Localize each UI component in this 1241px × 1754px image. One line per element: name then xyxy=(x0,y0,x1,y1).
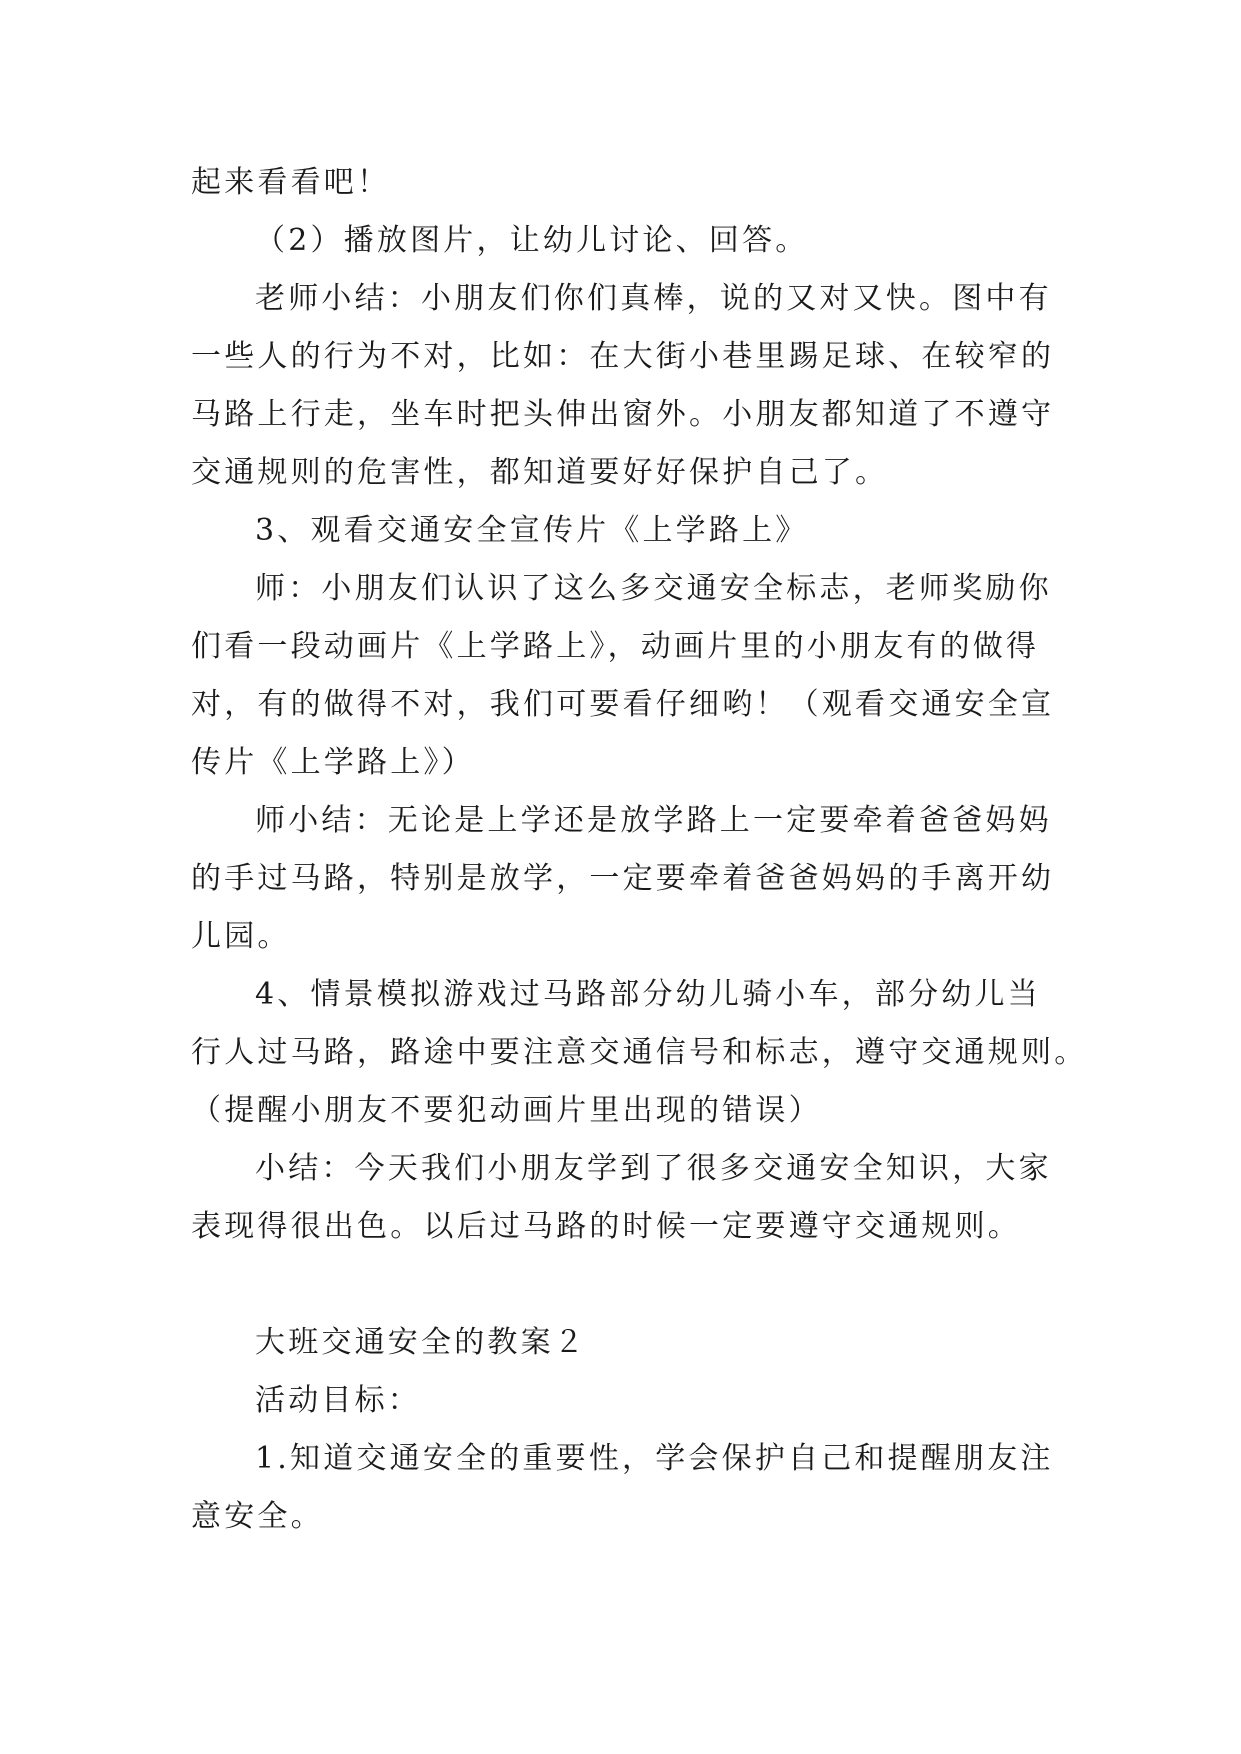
paragraph-line: （提醒小朋友不要犯动画片里出现的错误） xyxy=(191,1093,822,1128)
paragraph-line: 表现得很出色。以后过马路的时候一定要遵守交通规则。 xyxy=(191,1209,1021,1244)
paragraph-line: 的手过马路，特别是放学，一定要牵着爸爸妈妈的手离开幼 xyxy=(191,861,1055,896)
paragraph-line: 起来看看吧！ xyxy=(191,165,391,200)
paragraph-line: 师小结：无论是上学还是放学路上一定要牵着爸爸妈妈 xyxy=(255,803,1052,838)
section-heading: 3、观看交通安全宣传片《上学路上》 xyxy=(255,513,809,548)
paragraph-line: 对，有的做得不对，我们可要看仔细哟！（观看交通安全宣 xyxy=(191,687,1055,722)
paragraph-line: 交通规则的危害性，都知道要好好保护自己了。 xyxy=(191,455,889,490)
paragraph-line: 行人过马路，路途中要注意交通信号和标志，遵守交通规则。 xyxy=(191,1035,1088,1070)
paragraph-line: 小结：今天我们小朋友学到了很多交通安全知识，大家 xyxy=(255,1151,1052,1186)
paragraph-line: 儿园。 xyxy=(191,919,291,954)
document-title: 大班交通安全的教案２ xyxy=(255,1325,587,1360)
list-item: 1.知道交通安全的重要性，学会保护自己和提醒朋友注 xyxy=(255,1441,1054,1476)
paragraph-line: 一些人的行为不对，比如：在大街小巷里踢足球、在较窄的 xyxy=(191,339,1055,374)
section-heading: 4、情景模拟游戏过马路部分幼儿骑小车，部分幼儿当 xyxy=(255,977,1041,1012)
paragraph-line: 传片《上学路上》） xyxy=(191,745,475,780)
paragraph-line: 意安全。 xyxy=(191,1499,324,1534)
paragraph-line: （2）播放图片，让幼儿讨论、回答。 xyxy=(255,223,809,258)
paragraph-line: 们看一段动画片《上学路上》，动画片里的小朋友有的做得 xyxy=(191,629,1040,664)
paragraph-line: 老师小结：小朋友们你们真棒，说的又对又快。图中有 xyxy=(255,281,1052,316)
paragraph-line: 马路上行走，坐车时把头伸出窗外。小朋友都知道了不遵守 xyxy=(191,397,1055,432)
paragraph-line: 师：小朋友们认识了这么多交通安全标志，老师奖励你 xyxy=(255,571,1052,606)
section-heading: 活动目标： xyxy=(255,1383,421,1418)
